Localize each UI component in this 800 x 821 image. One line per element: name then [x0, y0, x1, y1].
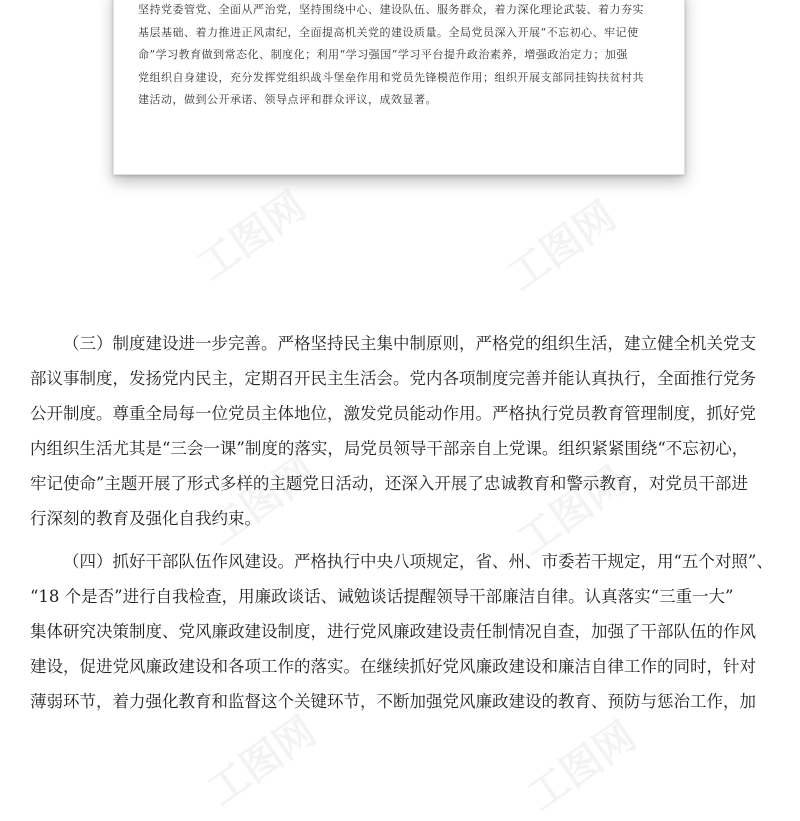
- watermark: 工图网: [509, 458, 635, 565]
- document-body: [30, 326, 780, 719]
- watermark: 工图网: [519, 713, 645, 820]
- card-line: 建活动，做到公开承诺、领导点评和群众评议，成效显著。: [138, 93, 437, 106]
- watermark: 工图网: [499, 193, 625, 300]
- text-line: （三）制度建设进一步完善。严格坚持民主集中制原则，严格党的组织生活，建立健全机关党支: [63, 334, 756, 353]
- text-line: 部议事制度，发扬党内民主，定期召开民主生活会。党内各项制度完善并能认真执行，全面推行党务: [30, 369, 756, 388]
- card-line: 基层基础、着力推进正风肃纪，全面提高机关党的建设质量。全局党员深入开展“不忘初心、牢记使: [138, 25, 639, 39]
- watermark: 工图网: [199, 448, 325, 555]
- text-line: 内组织生活尤其是“三会一课”制度的落实，局党员领导干部亲自上党课。组织紧紧围绕“不忘初心，: [30, 439, 749, 458]
- paragraph-cadre-conduct: [30, 544, 780, 719]
- card-line: 坚持党委管党、全面从严治党，坚持围绕中心、建设队伍、服务群众，着力深化理论武装、着力夯实: [138, 3, 644, 16]
- card-line: 命”学习教育做到常态化、制度化；利用“学习强国”学习平台提升政治素养，增强政治定力；加强: [138, 48, 628, 61]
- text-line: 公开制度。尊重全局每一位党员主体地位，激发党员能动作用。严格执行党员教育管理制度，抓好党: [30, 404, 756, 423]
- paragraph-institution-building: [30, 326, 780, 536]
- text-line: 牢记使命”主题开展了形式多样的主题党日活动，还深入开展了忠诚教育和警示教育，对党员干部进: [30, 474, 748, 493]
- card-paragraph: [138, 0, 657, 112]
- text-line: 建设，促进党风廉政建设和各项工作的落实。在继续抓好党风廉政建设和廉洁自律工作的同时，针对: [30, 657, 756, 676]
- text-line: 行深刻的教育及强化自我约束。: [30, 509, 261, 528]
- watermark: 工图网: [199, 708, 325, 815]
- text-line: （四）抓好干部队伍作风建设。严格执行中央八项规定，省、州、市委若干规定，用“五个对照”、: [63, 552, 773, 571]
- document-preview-card: [113, 0, 685, 175]
- watermark: 工图网: [189, 183, 315, 290]
- card-line: 党组织自身建设，充分发挥党组织战斗堡垒作用和党员先锋模范作用；组织开展支部同挂钩扶贫村共: [138, 70, 644, 84]
- text-line: 集体研究决策制度、党风廉政建设制度，进行党风廉政建设责任制情况自查，加强了干部队伍的作风: [30, 622, 756, 641]
- text-line: 薄弱环节，着力强化教育和监督这个关键环节，不断加强党风廉政建设的教育、预防与惩治工作，加: [30, 692, 756, 711]
- text-line: “18 个是否”进行自我检查，用廉政谈话、诫勉谈话提醒领导干部廉洁自律。认真落实“三重一大”: [30, 587, 734, 606]
